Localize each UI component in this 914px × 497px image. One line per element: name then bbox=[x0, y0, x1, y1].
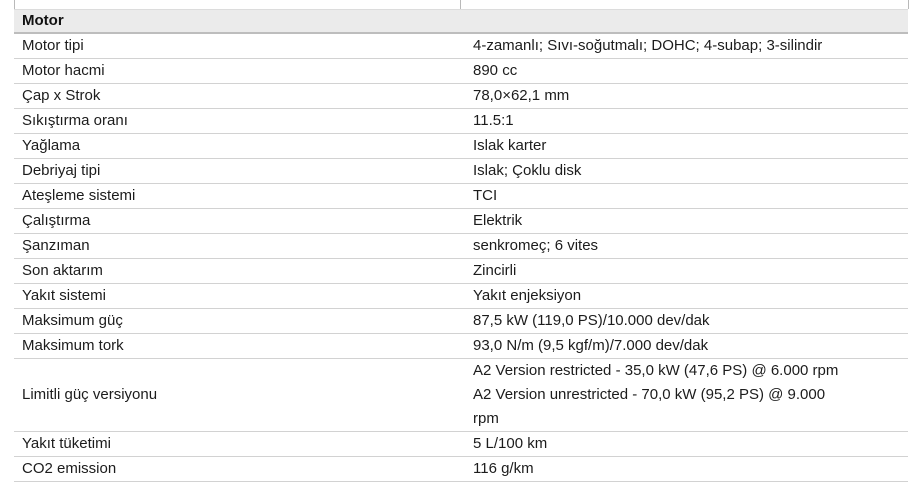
table-row bbox=[14, 358, 908, 431]
table-row bbox=[14, 83, 908, 108]
section-title: Motor bbox=[14, 10, 908, 33]
spec-value: senkromeç; 6 vites bbox=[461, 233, 908, 258]
table-border-tick-right bbox=[908, 0, 909, 9]
spec-label: Ateşleme sistemi bbox=[14, 183, 461, 208]
spec-value: TCI bbox=[461, 183, 908, 208]
spec-label: Motor tipi bbox=[14, 33, 461, 59]
spec-value: Zincirli bbox=[461, 258, 908, 283]
spec-label: Çalıştırma bbox=[14, 208, 461, 233]
top-crop-strip bbox=[0, 0, 914, 9]
spec-value-line: A2 Version restricted - 35,0 kW (47,6 PS) @ 6.000 rpm bbox=[473, 361, 839, 379]
spec-value: Yakıt enjeksiyon bbox=[461, 283, 908, 308]
spec-value-line: A2 Version unrestricted - 70,0 kW (95,2 PS) @ 9.000 bbox=[473, 385, 826, 403]
spec-value bbox=[461, 358, 908, 431]
spec-label: Sıkıştırma oranı bbox=[14, 108, 461, 133]
spec-label: Debriyaj tipi bbox=[14, 158, 461, 183]
motor-spec-table bbox=[14, 9, 908, 482]
spec-value: 11.5:1 bbox=[461, 108, 908, 133]
table-row bbox=[14, 456, 908, 481]
table-row bbox=[14, 58, 908, 83]
table-row bbox=[14, 108, 908, 133]
spec-label: Yakıt tüketimi bbox=[14, 431, 461, 456]
spec-label: Şanzıman bbox=[14, 233, 461, 258]
spec-value: 93,0 N/m (9,5 kgf/m)/7.000 dev/dak bbox=[461, 333, 908, 358]
table-row bbox=[14, 133, 908, 158]
spec-table-head bbox=[14, 10, 908, 33]
spec-value: 890 cc bbox=[461, 58, 908, 83]
table-row bbox=[14, 308, 908, 333]
spec-label: Limitli güç versiyonu bbox=[14, 358, 461, 431]
table-border-tick-middle bbox=[460, 0, 461, 9]
table-row bbox=[14, 233, 908, 258]
spec-value: Islak karter bbox=[461, 133, 908, 158]
table-row bbox=[14, 33, 908, 59]
spec-label: Yakıt sistemi bbox=[14, 283, 461, 308]
spec-label: CO2 emission bbox=[14, 456, 461, 481]
table-row bbox=[14, 183, 908, 208]
spec-table-body bbox=[14, 33, 908, 482]
spec-value: 116 g/km bbox=[461, 456, 908, 481]
table-row bbox=[14, 258, 908, 283]
spec-label: Motor hacmi bbox=[14, 58, 461, 83]
spec-label: Çap x Strok bbox=[14, 83, 461, 108]
spec-value: Islak; Çoklu disk bbox=[461, 158, 908, 183]
spec-value: 78,0×62,1 mm bbox=[461, 83, 908, 108]
spec-label: Maksimum güç bbox=[14, 308, 461, 333]
table-row bbox=[14, 283, 908, 308]
table-row bbox=[14, 158, 908, 183]
section-header-row bbox=[14, 10, 908, 33]
table-row bbox=[14, 208, 908, 233]
spec-value: 87,5 kW (119,0 PS)/10.000 dev/dak bbox=[461, 308, 908, 333]
table-row bbox=[14, 333, 908, 358]
spec-label: Son aktarım bbox=[14, 258, 461, 283]
spec-value: 5 L/100 km bbox=[461, 431, 908, 456]
spec-label: Maksimum tork bbox=[14, 333, 461, 358]
table-border-tick-left bbox=[14, 0, 15, 9]
table-row bbox=[14, 431, 908, 456]
spec-value-line: rpm bbox=[473, 409, 499, 427]
spec-value: 4-zamanlı; Sıvı-soğutmalı; DOHC; 4-subap; 3-silindir bbox=[461, 33, 908, 59]
spec-label: Yağlama bbox=[14, 133, 461, 158]
spec-value: Elektrik bbox=[461, 208, 908, 233]
